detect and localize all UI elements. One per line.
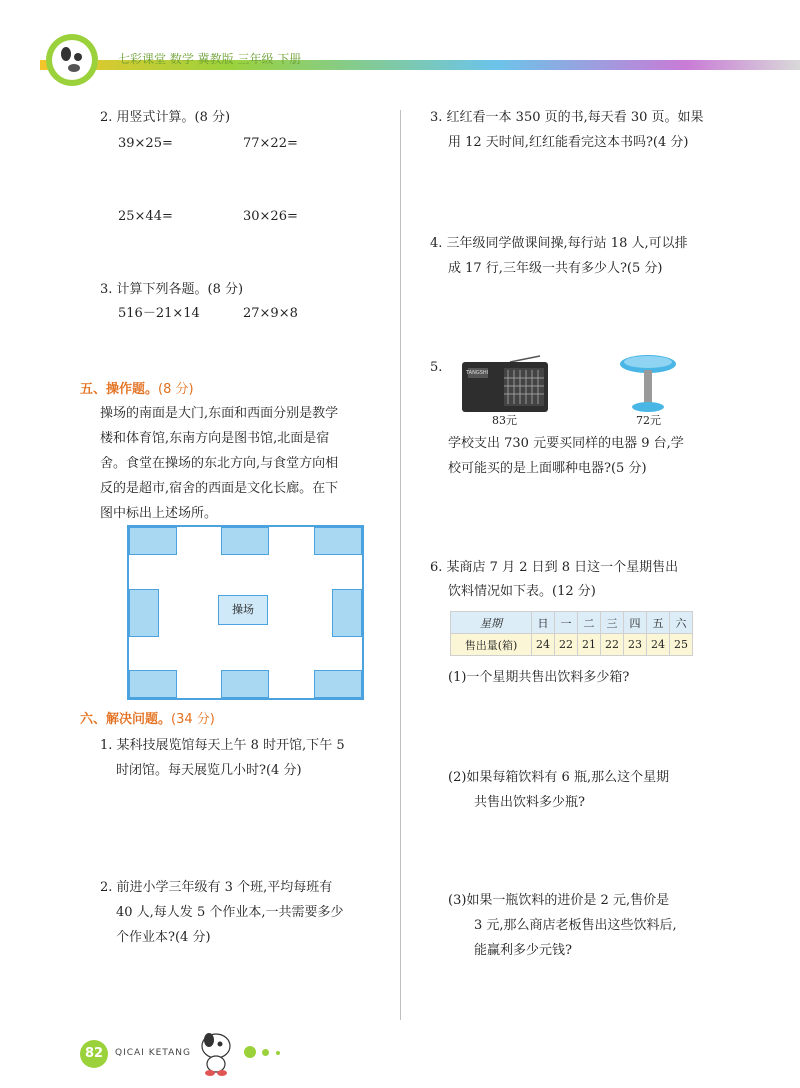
footer-dot <box>262 1049 269 1056</box>
sec5-line: 操场的南面是大门,东面和西面分别是教学 <box>100 406 339 421</box>
problem-2-line: 个作业本?(4 分) <box>116 930 211 945</box>
q2-title: 2. 用竖式计算。(8 分) <box>100 110 231 125</box>
map-slot-north[interactable] <box>221 527 269 555</box>
map-slot-northwest[interactable] <box>129 527 177 555</box>
section-5-title <box>80 378 194 397</box>
q3-title: 3. 计算下列各题。(8 分) <box>100 282 244 297</box>
table-header-row <box>451 612 693 634</box>
footer-brand: QICAI KETANG <box>115 1048 191 1058</box>
table-cell: 24 <box>532 634 555 656</box>
sub-question-2-line: (2)如果每箱饮料有 6 瓶,那么这个星期 <box>448 770 670 785</box>
calc-item: 39×25= <box>118 136 173 151</box>
column-divider <box>400 110 401 1020</box>
problem-1-line: 时闭馆。每天展览几小时?(4 分) <box>116 763 302 778</box>
table-header-cell: 二 <box>578 612 601 634</box>
problem-1-line: 1. 某科技展览馆每天上午 8 时开馆,下午 5 <box>100 738 345 753</box>
sec5-line: 反的是超市,宿舍的西面是文化长廊。在下 <box>100 481 339 496</box>
table-header-cell: 日 <box>532 612 555 634</box>
table-cell: 25 <box>670 634 693 656</box>
radio-price: 83元 <box>492 414 517 427</box>
sub-question-3-line: 3 元,那么商店老板售出这些饮料后, <box>474 918 677 933</box>
sub-question-3-line: 能赢利多少元钱? <box>474 943 572 958</box>
playground-label: 操场 <box>218 595 268 625</box>
table-header-cell: 星期 <box>451 612 532 634</box>
table-header-cell: 三 <box>601 612 624 634</box>
calc-item: 30×26= <box>243 209 298 224</box>
sec5-line: 楼和体育馆,东南方向是图书馆,北面是宿 <box>100 431 330 446</box>
problem-2-line: 2. 前进小学三年级有 3 个班,平均每班有 <box>100 880 333 895</box>
footer-mascot-icon <box>196 1030 236 1076</box>
problem-4-line: 4. 三年级同学做课间操,每行站 18 人,可以排 <box>430 236 688 251</box>
map-slot-west[interactable] <box>129 589 159 637</box>
sub-question-2-line: 共售出饮料多少瓶? <box>474 795 585 810</box>
calc-item: 25×44= <box>118 209 173 224</box>
table-cell: 22 <box>601 634 624 656</box>
dog-mascot-icon <box>40 30 110 90</box>
problem-4-line: 成 17 行,三年级一共有多少人?(5 分) <box>448 261 663 276</box>
table-cell: 24 <box>647 634 670 656</box>
map-slot-southeast[interactable] <box>314 670 362 698</box>
table-cell: 23 <box>624 634 647 656</box>
section-6-heading: 六、解决问题。 <box>80 712 172 727</box>
table-cell: 21 <box>578 634 601 656</box>
table-row-label: 售出量(箱) <box>451 634 532 656</box>
problem-5-number: 5. <box>430 360 443 375</box>
footer-dot <box>276 1051 280 1055</box>
calc-item: 27×9×8 <box>243 306 298 321</box>
table-header-cell: 一 <box>555 612 578 634</box>
map-slot-south[interactable] <box>221 670 269 698</box>
lamp-price: 72元 <box>636 414 661 427</box>
table-header-cell: 四 <box>624 612 647 634</box>
section-6-points: (34 分) <box>171 712 215 727</box>
problem-2-line: 40 人,每人发 5 个作业本,一共需要多少 <box>116 905 344 920</box>
calc-item: 77×22= <box>243 136 298 151</box>
table-row <box>451 634 693 656</box>
map-slot-east[interactable] <box>332 589 362 637</box>
map-slot-southwest[interactable] <box>129 670 177 698</box>
map-slot-northeast[interactable] <box>314 527 362 555</box>
radio-icon <box>460 354 550 414</box>
table-cell: 22 <box>555 634 578 656</box>
section-6-title <box>80 708 215 727</box>
footer-dot <box>244 1046 256 1058</box>
sec5-line: 舍。食堂在操场的东北方向,与食堂方向相 <box>100 456 339 471</box>
sub-question-1: (1)一个星期共售出饮料多少箱? <box>448 670 630 685</box>
sub-question-3-line: (3)如果一瓶饮料的进价是 2 元,售价是 <box>448 893 670 908</box>
problem-5-line: 校可能买的是上面哪种电器?(5 分) <box>448 461 647 476</box>
school-map <box>127 525 364 700</box>
calc-item: 516－21×14 <box>118 306 200 321</box>
section-5-points: (8 分) <box>158 382 194 397</box>
table-header-cell: 六 <box>670 612 693 634</box>
section-5-heading: 五、操作题。 <box>80 382 159 397</box>
page-number: 82 <box>80 1040 108 1068</box>
sales-table <box>450 611 693 656</box>
problem-6-line: 饮料情况如下表。(12 分) <box>448 584 596 599</box>
sec5-line: 图中标出上述场所。 <box>100 506 218 521</box>
series-title: 七彩课堂 数学 冀教版 三年级 下册 <box>118 52 302 66</box>
problem-3-line: 用 12 天时间,红红能看完这本书吗?(4 分) <box>448 135 689 150</box>
table-header-cell: 五 <box>647 612 670 634</box>
desk-lamp-icon <box>612 352 682 414</box>
problem-6-line: 6. 某商店 7 月 2 日到 8 日这一个星期售出 <box>430 560 679 575</box>
radio-brand: TANGSHI <box>466 370 489 376</box>
problem-5-line: 学校支出 730 元要买同样的电器 9 台,学 <box>448 436 684 451</box>
problem-3-line: 3. 红红看一本 350 页的书,每天看 30 页。如果 <box>430 110 704 125</box>
